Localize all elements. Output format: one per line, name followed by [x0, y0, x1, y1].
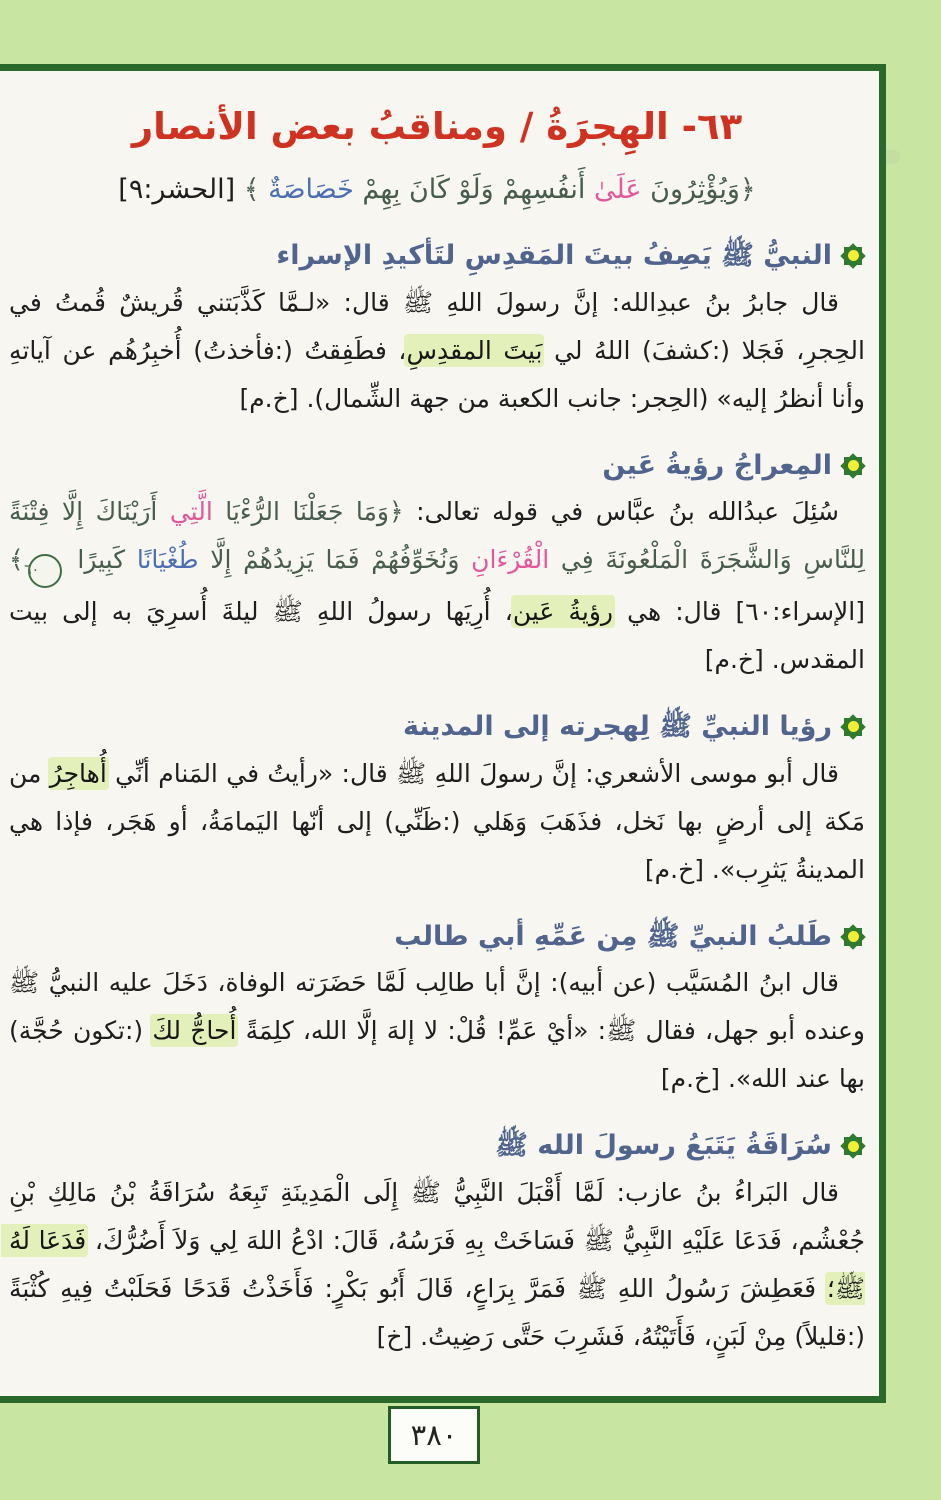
body-text: قال جابرُ بنُ عبدِالله: إنَّ رسولَ اللهِ ﷺ قال: «لـمَّا كَذَّبَتني قُريشٌ قُمتُ في الحِجرِ، فَجَلا (:كشفَ) اللهُ لي	[1, 287, 865, 365]
highlighted-phrase: بَيتَ المقدِسِ	[406, 335, 543, 365]
quran-text: وَنُخَوِّفُهُمْ فَمَا يَزِيدُهُمْ إِلَّا	[198, 545, 472, 575]
rosette-center-dot	[848, 721, 859, 732]
rosette-center-dot	[848, 931, 859, 942]
body-text: قال أبو موسى الأشعري: إنَّ رسولَ اللهِ ﷺ قال: «رأيتُ في المَنام أنِّي	[106, 758, 840, 788]
rosette-center-dot	[848, 1141, 859, 1152]
body-text: [الحشر:٩]	[118, 174, 236, 206]
section-heading: المِعراجُ رؤيةُ عَين	[602, 449, 832, 481]
body-text: ، فطَفِقتُ (:فأخذتُ) أُخبِرُهُم عن آياتهِ وأنا أنظرُ إليه» (الحِجر: جانب الكعبة من جهة الشِّمال). [خ.م]	[1, 335, 865, 413]
body-text: ، أُرِيَها رسولُ اللهِ ﷺ ليلةَ أُسرِيَ به إلى بيت المقدس. [خ.م]	[1, 596, 865, 674]
rosette-bullet-icon	[841, 925, 865, 949]
body-text: (:تكون حُجَّة) بها عند الله». [خ.م]	[1, 1016, 865, 1094]
highlighted-phrase: أُحاجُّ لكَ	[152, 1016, 237, 1046]
colored-word-pink: الْقُرْءَانِ	[471, 545, 550, 575]
hadith-section	[1, 239, 865, 423]
colored-word-blue: خَصَاصَةٌ	[268, 174, 354, 206]
quran-text: ﴿وَمَا جَعَلْنَا الرُّءْيَا	[212, 497, 404, 527]
quran-verse-epigraph	[9, 167, 865, 213]
section-body	[1, 488, 866, 683]
hadith-section	[1, 920, 865, 1104]
hadith-section	[1, 1129, 866, 1361]
section-heading-row	[9, 239, 865, 273]
body-text: من مَكة إلى أرضٍ بها نَخل، فذَهَبَ وَهَلي (:ظَنِّي) إلى أنّها اليَمامَةُ، أو هَجَر، فإذا هي المدينةُ يَثرِب». [خ.م]	[1, 758, 865, 884]
section-body	[1, 1169, 866, 1361]
rosette-bullet-icon	[841, 1134, 865, 1158]
page-number-badge	[388, 1406, 480, 1464]
chapter-title: ٦٣- الهِجرَةُ / ومناقبُ بعض الأنصار	[131, 105, 743, 148]
body-text: سُئِلَ عبدُالله بنُ عبَّاس في قوله تعالى:	[403, 497, 839, 527]
body-text: [الإسراء:٦٠] قال: هي	[612, 596, 865, 626]
highlighted-phrase: أُهاجِرُ	[49, 758, 107, 788]
quran-text: كَبِيرًا	[65, 545, 137, 575]
colored-word-pink: الَّتِي	[169, 497, 213, 527]
body-text: قال البَراءُ بنُ عازب: لَمَّا أَقْبَلَ النَّبِيُّ ﷺ إِلَى الْمَدِينَةِ تَبِعَهُ سُرَاقَةُ بْنُ مَالِكِ بْنِ جُعْشُم، فَدَعَا عَلَيْهِ النَّبِيُّ ﷺ فَسَاخَتْ بِهِ فَرَسُهُ، قَالَ: ادْعُ اللهَ لِي وَلاَ أَضُرُّكَ،	[1, 1178, 866, 1256]
hadith-section	[1, 449, 866, 684]
rosette-center-dot	[848, 460, 859, 471]
hadith-section	[1, 710, 865, 894]
ayah-number-badge: ٦٠	[28, 554, 62, 588]
page-content	[0, 71, 879, 1361]
quran-text: ﴿وَيُؤْثِرُونَ	[641, 174, 756, 206]
quran-text: ﴾	[1, 545, 24, 575]
section-heading-row	[9, 710, 865, 744]
section-body	[1, 959, 865, 1103]
section-heading: سُرَاقَةُ يَتَبَعُ رسولَ الله ﷺ	[495, 1130, 832, 1162]
book-page-frame	[0, 64, 886, 1403]
hadith-sections	[1, 239, 866, 1361]
section-body	[1, 279, 865, 423]
section-heading: طَلبُ النبيِّ ﷺ مِن عَمِّهِ أبي طالب	[394, 920, 832, 952]
section-body	[1, 750, 865, 894]
section-heading-row	[9, 920, 865, 954]
rosette-bullet-icon	[841, 715, 865, 739]
section-heading: النبيُّ ﷺ يَصِفُ بيتَ المَقدِسِ لتَأكيدِ الإسراء	[276, 239, 832, 271]
rosette-bullet-icon	[841, 454, 865, 478]
colored-word-blue: طُغْيَانًا	[136, 545, 199, 575]
quran-text: أَنفُسِهِمْ وَلَوْ كَانَ بِهِمْ	[353, 174, 594, 206]
section-heading: رؤيا النبيِّ ﷺ لِهجرته إلى المدينة	[402, 710, 832, 742]
highlighted-phrase: فَدَعَا لَهُ ﷺ؛	[1, 1226, 865, 1304]
highlighted-phrase: رؤيةُ عَين	[512, 596, 613, 626]
page-number: ٣٨٠	[410, 1418, 458, 1452]
colored-word-pink: عَلَىٰ	[593, 174, 642, 206]
section-heading-row	[9, 449, 865, 483]
section-heading-row	[9, 1129, 865, 1163]
rosette-bullet-icon	[841, 244, 865, 268]
quran-text: ﴾	[235, 174, 269, 206]
body-text: قال ابنُ المُسَيَّب (عن أبيه): إنَّ أبا طالِب لَمَّا حَضَرَته الوفاة، دَخَلَ عليه النبيُّ ﷺ وعنده أبو جهل، فقال ﷺ: «أيْ عَمِّ! قُلْ: لا إلهَ إلَّا الله، كلِمَةً	[1, 968, 865, 1046]
rosette-center-dot	[848, 250, 859, 261]
body-text: فَعَطِشَ رَسُولُ اللهِ ﷺ فَمَرَّ بِرَاعٍ، قَالَ أَبُو بَكْرٍ: فَأَخَذْتُ قَدَحًا فَحَلَبْتُ فِيهِ كُثْبَةً (:قليلاً) مِنْ لَبَنٍ، فَأَتَيْتُهُ، فَشَرِبَ حَتَّى رَضِيتُ. [خ]	[1, 1274, 865, 1352]
quran-text: أَرَيْنَاكَ إِلَّا فِتْنَةً لِلنَّاسِ وَالشَّجَرَةَ الْمَلْعُونَةَ فِي	[1, 497, 866, 575]
